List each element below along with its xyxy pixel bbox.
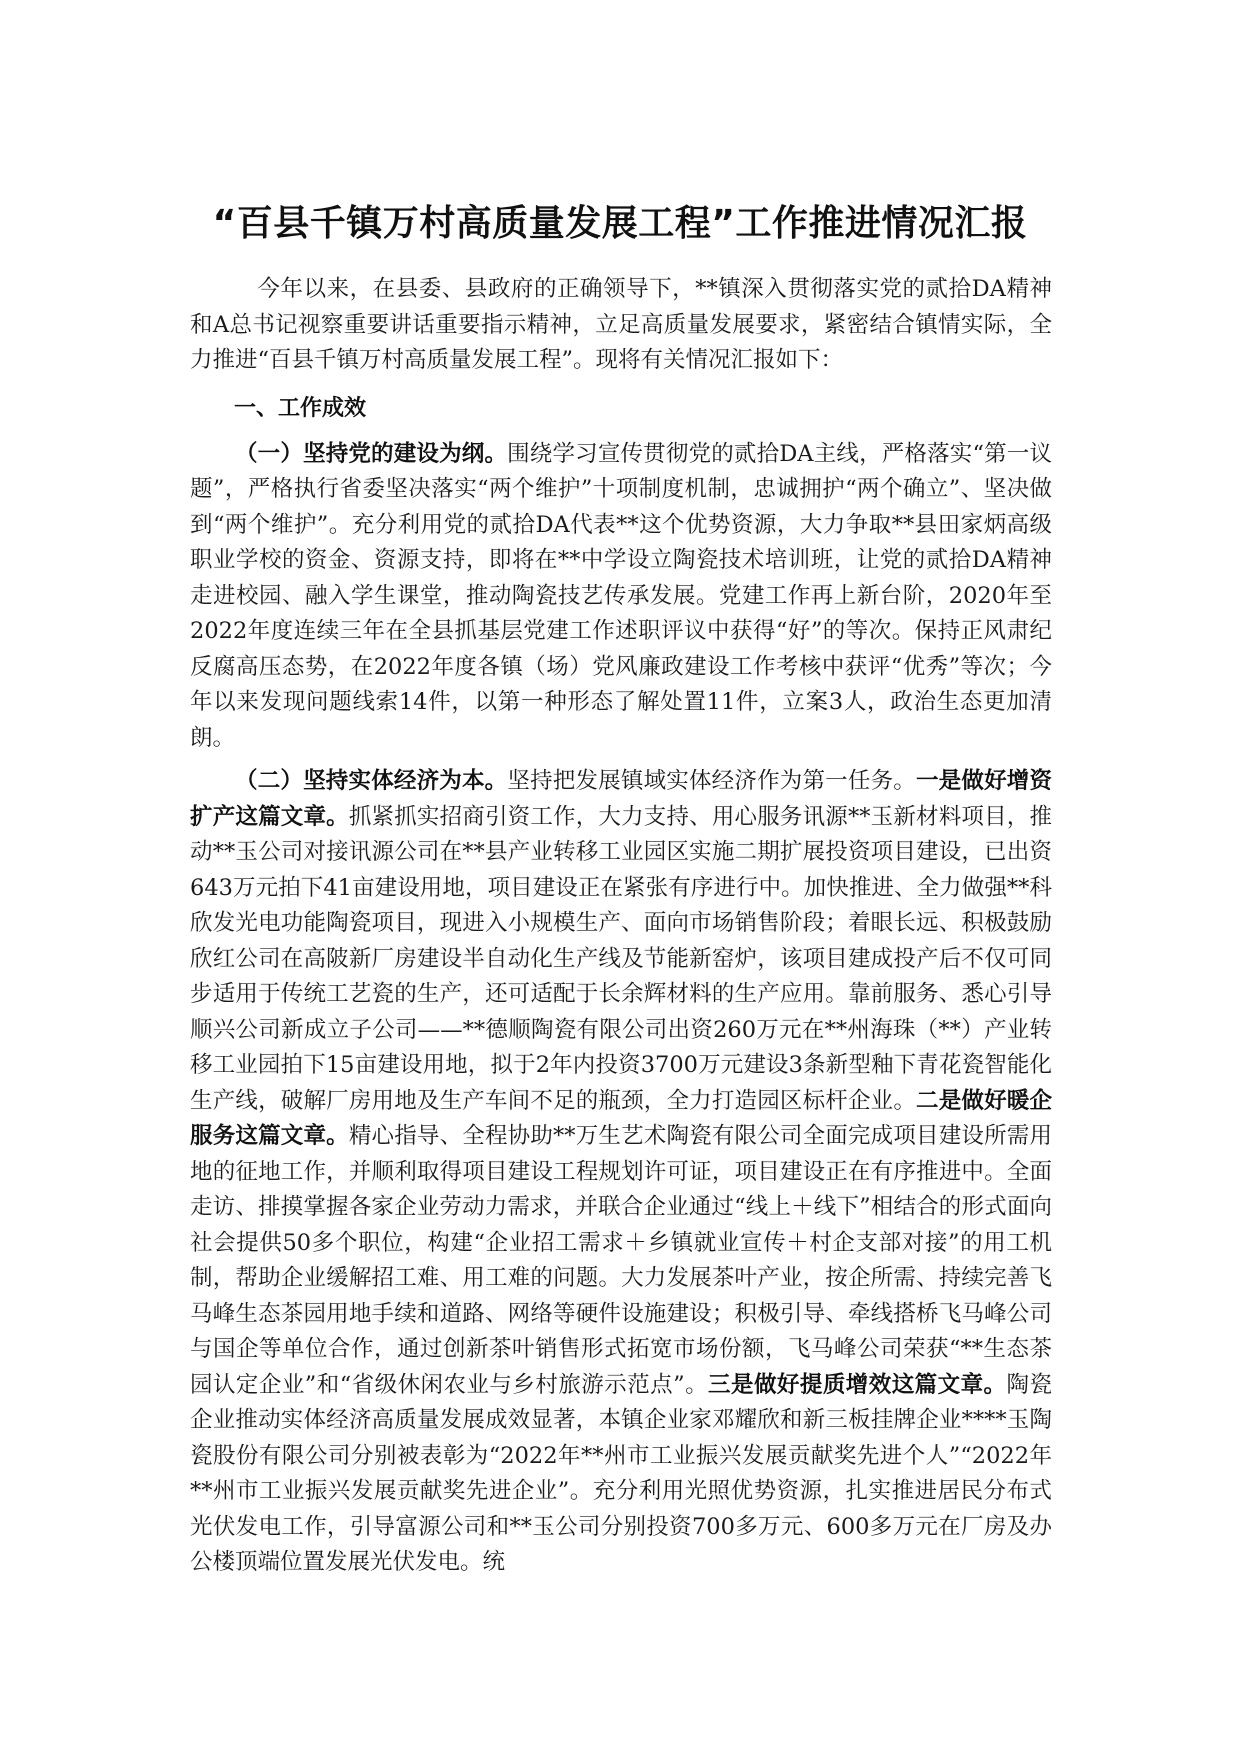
point-enterprise-service: 二是做好暖企服务这篇文章。 — [190, 1087, 1052, 1149]
real-economy-text-4: 陶瓷企业推动实体经济高质量发展成效显著，本镇企业家邓耀欣和新三板挂牌企业****玉陶瓷股份有限公司分别被表彰为“2022年**州市工业振兴发展贡献奖先进个人”“2022年**州市工业振兴发展贡献奖先进企业”。充分利用光照优势资源，扎实推进居民分布式光伏发电工作，引导富源公司和**玉公司分别投资700多万元、600多万元在厂房及办公楼顶端位置发展光伏发电。统 — [190, 1371, 1052, 1575]
document-body — [190, 272, 1052, 1581]
subheading-party-building: （一）坚持党的建设为纲。 — [235, 440, 508, 467]
paragraph-party-building — [190, 437, 1052, 757]
document-title: “百县千镇万村高质量发展工程”工作推进情况汇报 — [212, 203, 1028, 244]
paragraph-real-economy — [190, 764, 1052, 1581]
real-economy-text-3: 精心指导、全程协助**万生艺术陶瓷有限公司全面完成项目建设所需用地的征地工作，并顺利取得项目建设工程规划许可证，项目建设正在有序推进中。全面走访、排摸掌握各家企业劳动力需求，并联合企业通过“线上＋线下”相结合的形式面向社会提供50多个职位，构建“企业招工需求＋乡镇就业宣传＋村企支部对接”的用工机制，帮助企业缓解招工难、用工难的问题。大力发展茶叶产业，按企所需、持续完善飞马峰生态茶园用地手续和道路、网络等硬件设施建设；积极引导、牵线搭桥飞马峰公司与国企等单位合作，通过创新茶叶销售形式拓宽市场份额，飞马峰公司荣获“**生态茶园认定企业”和“省级休闲农业与乡村旅游示范点”。 — [190, 1123, 1052, 1398]
subheading-real-economy: （二）坚持实体经济为本。 — [235, 768, 508, 794]
point-investment-expansion: 一是做好增资扩产这篇文章。 — [190, 768, 1052, 830]
intro-paragraph: 今年以来，在县委、县政府的正确领导下，**镇深入贯彻落实党的贰拾DA精神和A总书记视察重要讲话重要指示精神，立足高质量发展要求，紧密结合镇情实际，全力推进“百县千镇万村高质量发展工程”。现将有关情况汇报如下： — [190, 276, 1052, 373]
point-quality-efficiency: 三是做好提质增效这篇文章。 — [708, 1371, 1007, 1398]
paragraph-party-building-text: 围绕学习宣传贯彻党的贰拾DA主线，严格落实“第一议题”，严格执行省委坚决落实“两个维护”十项制度机制，忠诚拥护“两个确立”、坚决做到“两个维护”。充分利用党的贰拾DA代表**这个优势资源，大力争取**县田家炳高级职业学校的资金、资源支持，即将在**中学设立陶瓷技术培训班，让党的贰拾DA精神走进校园、融入学生课堂，推动陶瓷技艺传承发展。党建工作再上新台阶，2020年至2022年度连续三年在全县抓基层党建工作述职评议中获得“好”的等次。保持正风肃纪反腐高压态势，在2022年度各镇（场）党风廉政建设工作考核中获评“优秀”等次；今年以来发现问题线索14件，以第一种形态了解处置11件，立案3人，政治生态更加清朗。 — [190, 440, 1052, 751]
real-economy-text-1: 坚持把发展镇域实体经济作为第一任务。 — [507, 768, 916, 794]
real-economy-text-2: 抓紧抓实招商引资工作，大力支持、用心服务讯源**玉新材料项目，推动**玉公司对接讯源公司在**县产业转移工业园区实施二期扩展投资项目建设，已出资643万元拍下41亩建设用地，项目建设正在紧张有序进行中。加快推进、全力做强**科欣发光电功能陶瓷项目，现进入小规模生产、面向市场销售阶段；着眼长远、积极鼓励欣红公司在高陂新厂房建设半自动化生产线及节能新窑炉，该项目建成投产后不仅可同步适用于传统工艺瓷的生产，还可适配于长余辉材料的生产应用。靠前服务、悉心引导顺兴公司新成立子公司——**德顺陶瓷有限公司出资260万元在**州海珠（**）产业转移工业园拍下15亩建设用地，拟于2年内投资3700万元建设3条新型釉下青花瓷智能化生产线，破解厂房用地及生产车间不足的瓶颈，全力打造园区标杆企业。 — [190, 803, 1052, 1114]
section-heading-work-results: 一、工作成效 — [234, 395, 367, 421]
